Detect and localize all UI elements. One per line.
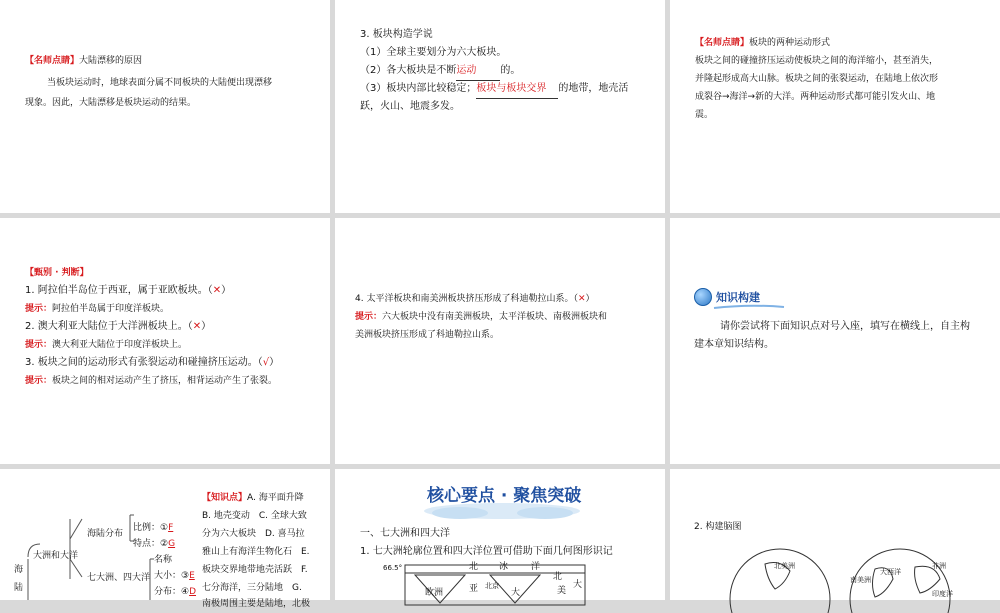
- hint-text-line: 美洲板块挤压形成了科迪勒拉山系。: [355, 330, 500, 340]
- answer-blank: [456, 62, 500, 81]
- section-title: 知识构建: [716, 291, 760, 304]
- hint-text: 板块之间的相对运动产生了挤压，相背运动产生了张裂。: [52, 376, 278, 386]
- answer-text: 板块与板块交界: [476, 83, 547, 94]
- tip-heading: [695, 34, 830, 52]
- tip-title: 板块的两种运动形式: [749, 38, 831, 48]
- list-item: 跃，火山、地震多发。: [360, 101, 460, 112]
- map-label: 美: [557, 586, 567, 596]
- mind-node-text: 比例：①: [133, 523, 169, 533]
- knowledge-text: 七分海洋，三分陆地 G.: [202, 583, 302, 593]
- mind-node: [154, 583, 196, 601]
- map-label: 洋: [531, 562, 541, 572]
- question: [25, 282, 231, 300]
- mind-root: 陆: [14, 583, 24, 593]
- map-label: 大西洋: [880, 568, 901, 576]
- hint-text: 阿拉伯半岛属于印度洋板块。: [52, 304, 170, 314]
- knowledge-text: 南极周围主要是陆地，北极: [202, 599, 311, 609]
- map-label: 大: [573, 580, 583, 590]
- section-title: 2. 构建脑图: [694, 522, 742, 532]
- question-text: 2. 澳大利亚大陆位于大洋洲板块上。（: [25, 321, 193, 332]
- slide-5[interactable]: [335, 218, 665, 464]
- tip-text-line: 当板块运动时，地球表面分属不同板块的大陆便出现漂移: [47, 78, 273, 88]
- map-label: 北: [553, 572, 563, 582]
- knowledge-text: A. 海平面升降: [247, 493, 304, 503]
- slide-8[interactable]: [335, 469, 665, 600]
- answer-text: 运动: [456, 65, 477, 76]
- answer-text: G: [168, 539, 176, 549]
- map-label: 冰: [499, 562, 509, 572]
- mind-node: 名称: [154, 555, 173, 565]
- hint: [355, 308, 607, 326]
- hint: [25, 372, 277, 390]
- knowledge-text: 雅山上有海洋生物化石 E.: [202, 547, 310, 557]
- banner-title: 核心要点 · 聚焦突破: [427, 486, 582, 506]
- hint-label: 提示：: [355, 312, 383, 322]
- cross-mark: ✕: [212, 285, 222, 296]
- tip-text-line: 板块之间的碰撞挤压运动使板块之间的海洋缩小，甚至消失，: [695, 56, 939, 66]
- knowledge-icon: [694, 288, 712, 306]
- section-title: 3. 板块构造学说: [360, 29, 433, 40]
- question: [355, 290, 595, 308]
- map-label: 亚: [469, 584, 479, 594]
- question: [25, 354, 279, 372]
- map-label: 非洲: [932, 562, 946, 570]
- answer-blank: [476, 80, 558, 99]
- cross-mark: ✕: [192, 321, 202, 332]
- section-subheading: 1. 七大洲轮廓位置和四大洋位置可借助下面几何图形识记: [360, 546, 613, 557]
- slide-2[interactable]: [335, 0, 665, 213]
- hint: [25, 336, 187, 354]
- question-text: 3. 板块之间的运动形式有张裂运动和碰撞挤压运动。（: [25, 357, 263, 368]
- hint-text: 六大板块中没有南美洲板块，太平洋板块、南极洲板块和: [382, 312, 608, 322]
- map-label: 大: [511, 588, 521, 598]
- question-text: ）: [585, 294, 595, 304]
- knowledge-text: B. 地壳变动 C. 全球大致: [202, 511, 307, 521]
- instruction-line: 请你尝试将下面知识点对号入座，填写在横线上，自主构: [720, 321, 970, 332]
- cross-mark: ✕: [577, 294, 586, 304]
- answer-text: F: [168, 523, 174, 533]
- knowledge-point: [202, 489, 304, 507]
- question: [25, 318, 211, 336]
- hint-text: 澳大利亚大陆位于印度洋板块上。: [52, 340, 188, 350]
- tip-text-line: 并隆起形成高大山脉。板块之间的张裂运动，在陆地上依次形: [695, 74, 939, 84]
- mind-node-text: 大小：③: [154, 571, 190, 581]
- question-text: ）: [221, 285, 232, 296]
- tip-text-line: 震。: [695, 110, 714, 120]
- slide-1[interactable]: [0, 0, 330, 213]
- mind-node: 七大洲、四大洋: [87, 573, 151, 583]
- judge-tag: 【甄别 · 判断】: [25, 268, 89, 278]
- tip-tag: 【名师点睛】: [25, 56, 80, 66]
- tip-heading: [25, 52, 142, 70]
- map-label: 北京: [485, 582, 499, 590]
- list-item: [360, 62, 520, 81]
- question-text: ）: [269, 357, 280, 368]
- map-label: 北美洲: [774, 562, 795, 570]
- mind-node: 海陆分布: [87, 529, 124, 539]
- map-label: 南美洲: [850, 576, 871, 584]
- slide-4[interactable]: [0, 218, 330, 464]
- slide-7[interactable]: [0, 469, 330, 609]
- list-item: （1）全球主要划分为六大板块。: [360, 47, 507, 58]
- list-item-text: 的地带，地壳活: [558, 83, 629, 94]
- check-mark: √: [262, 357, 270, 368]
- hint: [25, 300, 169, 318]
- tip-text-line: 成裂谷→海洋→新的大洋。两种运动形式都可能引发火山、地: [695, 92, 936, 102]
- hint-label: 提示：: [25, 376, 53, 386]
- slide-6[interactable]: [670, 218, 1000, 464]
- section-heading: 一、七大洲和四大洋: [360, 528, 450, 539]
- instruction-line: 建本章知识结构。: [694, 339, 774, 350]
- answer-text: E: [189, 571, 195, 581]
- slide-9[interactable]: [670, 469, 1000, 600]
- list-item-text: 的。: [500, 65, 521, 76]
- knowledge-text: 分为六大板块 D. 喜马拉: [202, 529, 305, 539]
- map-label: 北: [469, 562, 479, 572]
- map-label: 印度洋: [932, 590, 953, 598]
- list-item: [360, 80, 628, 99]
- slide-3[interactable]: [670, 0, 1000, 213]
- question-text: 4. 太平洋板块和南美洲板块挤压形成了科迪勒拉山系。（: [355, 294, 578, 304]
- knowledge-text: 板块交界地带地壳活跃 F.: [202, 565, 308, 575]
- mind-node-text: 特点：②: [133, 539, 169, 549]
- mind-node: 大洲和大洋: [33, 551, 79, 561]
- list-item-text: （3）板块内部比较稳定；: [360, 83, 477, 94]
- tip-tag: 【名师点睛】: [695, 38, 750, 48]
- title-underline: [714, 304, 784, 310]
- answer-text: D: [189, 587, 197, 597]
- hint-label: 提示：: [25, 340, 53, 350]
- map-label: 欧洲: [425, 588, 444, 598]
- mind-root: 海: [14, 565, 24, 575]
- latitude-label: 66.5°: [383, 564, 403, 572]
- tip-title: 大陆漂移的原因: [79, 56, 143, 66]
- question-text: 1. 阿拉伯半岛位于西亚，属于亚欧板块。（: [25, 285, 213, 296]
- knowledge-tag: 【知识点】: [202, 493, 248, 503]
- tip-text-line: 现象。因此，大陆漂移是板块运动的结果。: [25, 98, 197, 108]
- list-item-text: （2）各大板块是不断: [360, 65, 457, 76]
- question-text: ）: [201, 321, 212, 332]
- mind-node-text: 分布：④: [154, 587, 190, 597]
- hint-label: 提示：: [25, 304, 53, 314]
